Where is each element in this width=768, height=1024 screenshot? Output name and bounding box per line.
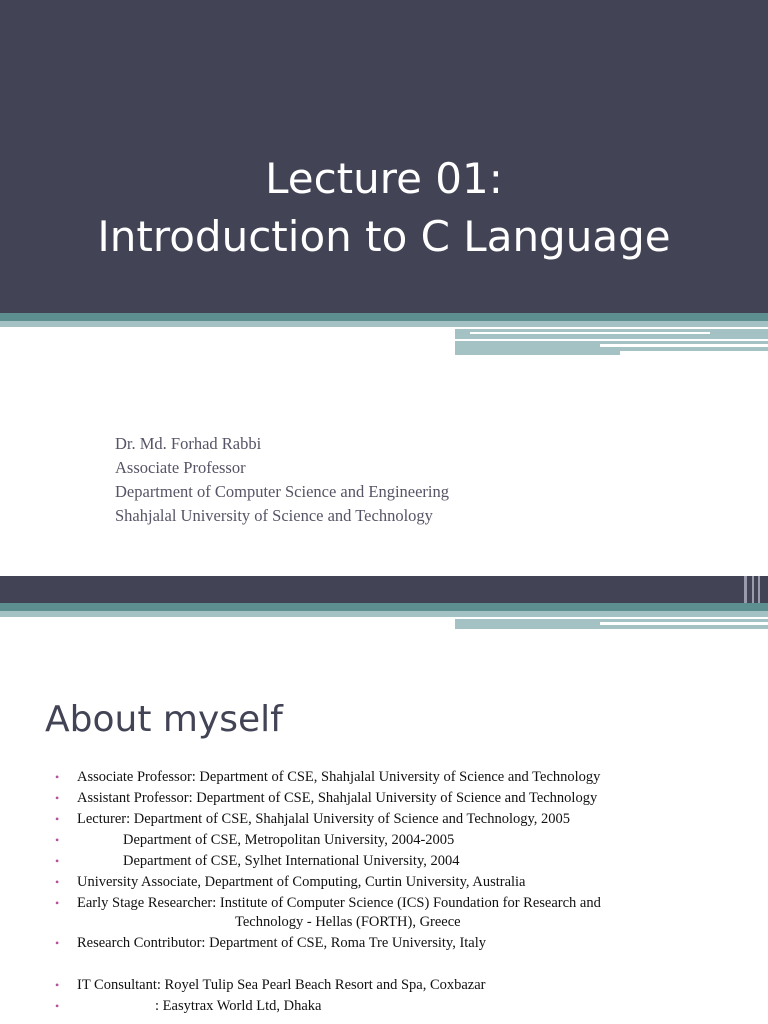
decor-stripe	[455, 611, 768, 629]
list-item: • Department of CSE, Metropolitan University, 2004-2005	[55, 832, 455, 848]
decor-stripe	[0, 603, 768, 611]
list-item-continuation: Technology - Hellas (FORTH), Greece	[235, 914, 461, 930]
decor-stripe	[744, 576, 747, 603]
list-item: • : Easytrax World Ltd, Dhaka	[55, 998, 322, 1014]
about-slide	[0, 576, 768, 1024]
decor-stripe	[470, 332, 710, 334]
decor-stripe	[455, 339, 768, 341]
author-block	[115, 432, 449, 528]
top-band	[0, 576, 768, 603]
list-item: • Lecturer: Department of CSE, Shahjalal University of Science and Technology, 2005	[55, 811, 571, 827]
bullet-marker: •	[55, 770, 60, 784]
bullet-marker: •	[55, 791, 60, 805]
bullet-marker: •	[55, 999, 60, 1013]
author-position: Associate Professor	[115, 458, 246, 477]
decor-stripe	[455, 327, 768, 329]
about-heading: About myself	[45, 699, 283, 740]
bullet-marker: •	[55, 854, 60, 868]
author-university: Shahjalal University of Science and Technology	[115, 506, 433, 525]
list-item: • Associate Professor: Department of CSE, Shahjalal University of Science and Technology	[55, 769, 601, 785]
title-line-2: Introduction to C Language	[97, 212, 671, 261]
decor-stripe	[0, 611, 455, 617]
list-item: • IT Consultant: Royel Tulip Sea Pearl Beach Resort and Spa, Coxbazar	[55, 977, 486, 993]
title-line-1: Lecture 01:	[265, 154, 503, 203]
bullet-marker: •	[55, 978, 60, 992]
decor-stripe	[620, 351, 768, 355]
bullet-marker: •	[55, 833, 60, 847]
decor-stripe	[758, 576, 760, 603]
bio-list	[55, 768, 755, 1018]
slide-title	[0, 150, 768, 266]
decor-stripe	[455, 617, 768, 619]
list-item: • University Associate, Department of Computing, Curtin University, Australia	[55, 874, 526, 890]
bullet-marker: •	[55, 812, 60, 826]
author-department: Department of Computer Science and Engineering	[115, 482, 450, 501]
bullet-marker: •	[55, 936, 60, 950]
list-item: • Assistant Professor: Department of CSE, Shahjalal University of Science and Technology	[55, 790, 598, 806]
author-name: Dr. Md. Forhad Rabbi	[115, 434, 262, 453]
decor-stripe	[0, 313, 768, 321]
decor-stripe	[752, 576, 754, 603]
list-item: • Research Contributor: Department of CSE, Roma Tre University, Italy	[55, 935, 487, 951]
list-spacer	[55, 955, 755, 974]
list-item: • Department of CSE, Sylhet International University, 2004	[55, 853, 460, 869]
decor-stripe	[600, 344, 768, 347]
list-item: • Early Stage Researcher: Institute of Computer Science (ICS) Foundation for Research and Technology - Hellas (FORTH), Greece	[55, 894, 755, 932]
bullet-marker: •	[55, 896, 60, 910]
decor-stripe	[0, 321, 455, 327]
decor-stripe	[600, 622, 768, 625]
bullet-marker: •	[55, 875, 60, 889]
